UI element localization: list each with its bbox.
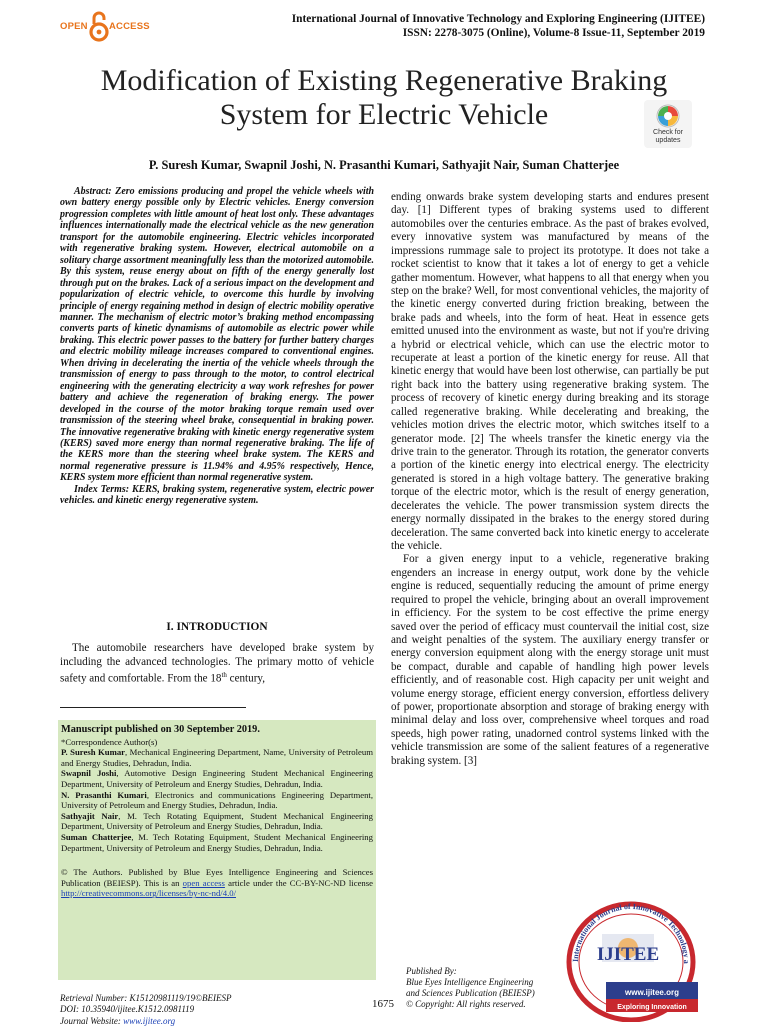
license-statement bbox=[61, 867, 373, 899]
abstract-block bbox=[60, 186, 374, 507]
index-terms: Index Terms: KERS, braking system, regenerative system, electric power vehicles. and kinetic energy regenerative system. bbox=[60, 483, 374, 507]
affiliation-text: , M. Tech Rotating Equipment, Student Mechanical Engineering Department, University of Petroleum and Energy Studies, Dehradun, India. bbox=[61, 810, 373, 832]
paper-title bbox=[40, 64, 728, 132]
affiliation-text: , Electronics and communications Engineering Department, University of Petroleum and Energy Studies, Dehradun, India. bbox=[61, 789, 373, 811]
manuscript-published: Manuscript published on 30 September 2019. bbox=[61, 724, 260, 735]
abstract-text: Abstract: Zero emissions producing and propel the vehicle wheels with own battery energy possible only by Electric vehicles. Energy conversion progression completes with little amount of heat lost only. These advantages influences internationally made the electrical vehicle as the new generation transport for the automobile engineering. Electric vehicles incorporated with regenerative braking system. However, electrical automobile on a solitary charge assortment meaningfully less than the motorized automobile. By this system, reuse energy about on fifth of the energy generally lost through put on the brakes. Lack of a serious impact on the development and popularization of electric vehicle, to overcome this hurdle by involving principle of energy regaining method in design of electric mobility operative manner. The mechanism of electric motor’s braking method encompassing converts parts of kinetic dynamisms of automobile as electric power while braking. This electric power passes to the battery for further battery charges and electric mobility mileage increases compared to conventional engines. When driving in decelerating the inertia of the vehicle wheels through the transmission of energy to pass through to the motor, to control electrical engineering with the generating electricity a way work refreshes for power battery and achieve the regeneration of braking energy. The power developed in the course of the motor braking torque remain used over transmission of the steering wheel brake, consequential in braking power. The innovative regenerative braking with kinetic energy regenerative system (KERS) saved more energy than normal regenerative braking. The life of the KERS more than the steering wheel brake system. The KERS and normal regenerative pressure is 11.94% and 4.95% respectively, Hence, KERS system more efficient than normal regenerative system. bbox=[60, 186, 374, 484]
right-paragraph-2: For a given energy input to a vehicle, regenerative braking engenders an increase in energy output, work done by the vehicle engine is reduced, sequentially reducing the amount of prime energy required to propel the vehicle, bringing about an overall improvement in efficiency. For the system to be cost effective the prime energy saved over the period of efficacy must countervail the initial cost, size and weight penalties of the system. The auxiliary energy transfer or energy conversion equipment along with the energy storage unit must be compact, durable and capable of handling high power levels efficiently, and of reasonable cost. High capacity per unit weight and volume energy storage, efficient energy conversion, effortless delivery of power, proportionate absorption and storage of braking energy with minimal delay and loss over, comprehensive wheel torques and road speeds, high power rating, unadorned control systems linked with the vehicle transmission are some of the salient features of a regenerative braking system. [3] bbox=[391, 553, 709, 767]
open-access-logo bbox=[60, 10, 150, 44]
intro-superscript: th bbox=[221, 671, 227, 680]
open-access-link[interactable]: open access bbox=[182, 877, 225, 888]
affiliation-text: , M. Tech Rotating Equipment, Student Mechanical Engineering Department, University of Petroleum and Energy Studies, Dehradun, India. bbox=[61, 831, 373, 853]
seal-ring-text: International Journal of Innovative Technology a bbox=[570, 901, 692, 964]
affiliation-name: Swapnil Joshi bbox=[61, 768, 117, 779]
page-number: 1675 bbox=[372, 998, 394, 1010]
title-line-1: Modification of Existing Regenerative Braking bbox=[100, 64, 668, 97]
title-line-2: System for Electric Vehicle bbox=[219, 98, 549, 131]
affiliation-name: Sathyajit Nair bbox=[61, 810, 119, 821]
footer-publisher bbox=[406, 966, 566, 1010]
affiliation-name: Suman Chatterjee bbox=[61, 831, 132, 842]
journal-issn: ISSN: 2278-3075 (Online), Volume-8 Issue-11, September 2019 bbox=[402, 27, 705, 39]
intro-tail: century, bbox=[226, 672, 265, 685]
affiliation-item bbox=[61, 832, 373, 853]
ijitee-seal-icon bbox=[556, 892, 706, 1022]
copyright: © Copyright: All rights reserved. bbox=[406, 999, 526, 1009]
website-label: Journal Website: bbox=[60, 1015, 124, 1026]
doi: DOI: 10.35940/ijitee.K1512.0981119 bbox=[60, 1004, 195, 1015]
retrieval-number: Retrieval Number: K15120981119/19©BEIESP bbox=[60, 993, 232, 1003]
check-for-updates-badge[interactable] bbox=[644, 100, 692, 148]
open-access-lock-icon bbox=[89, 10, 109, 44]
affiliation-item bbox=[61, 811, 373, 832]
affiliation-name: N. Prasanthi Kumari bbox=[61, 789, 147, 800]
footnote-divider bbox=[60, 707, 246, 708]
section-heading-introduction: I. INTRODUCTION bbox=[166, 621, 268, 633]
website-link[interactable]: www.ijitee.org bbox=[123, 1015, 176, 1026]
author-list: P. Suresh Kumar, Swapnil Joshi, N. Prasanthi Kumari, Sathyajit Nair, Suman Chatterjee bbox=[148, 158, 620, 172]
manuscript-info-box bbox=[58, 720, 376, 980]
publisher-line-1: Blue Eyes Intelligence Engineering bbox=[406, 977, 534, 987]
ijitee-seal-logo bbox=[556, 892, 706, 1022]
seal-name: IJITEE bbox=[596, 944, 660, 965]
affiliation-item bbox=[61, 790, 373, 811]
check-updates-line1: Check for bbox=[653, 129, 683, 136]
journal-name: International Journal of Innovative Technology and Exploring Engineering (IJITEE) bbox=[291, 13, 705, 25]
intro-text: The automobile researchers have developed brake system by including the advanced technologies. The primary motto of vehicle safety and comfortable. From the 18 bbox=[60, 642, 374, 685]
license-pre: © The Authors. Published by Blue Eyes Intelligence Engineering and Sciences Publication (BEIESP). This is an bbox=[61, 867, 373, 888]
journal-header bbox=[292, 12, 705, 40]
journal-website bbox=[60, 1016, 231, 1027]
introduction-paragraph bbox=[60, 642, 374, 686]
affiliation-name: P. Suresh Kumar bbox=[61, 747, 126, 758]
check-updates-line2: updates bbox=[655, 137, 681, 144]
affiliation-item bbox=[61, 747, 373, 768]
open-access-label-left: OPEN bbox=[60, 21, 88, 32]
affiliation-item bbox=[61, 768, 373, 789]
affiliation-text: , Mechanical Engineering Department, Name, University of Petroleum and Energy Studies, Dehradun, India. bbox=[61, 747, 373, 768]
affiliation-text: , Automotive Design Engineering Student Mechanical Engineering Department, University of Petroleum and Energy Studies, Dehradun, India. bbox=[61, 768, 373, 789]
published-by-label: Published By: bbox=[406, 966, 457, 976]
open-access-label-right: ACCESS bbox=[109, 21, 150, 32]
footer-left bbox=[60, 993, 231, 1027]
seal-tagline: Exploring Innovation bbox=[617, 1004, 687, 1011]
right-column-text bbox=[391, 191, 709, 768]
seal-url: www.ijitee.org bbox=[625, 988, 679, 997]
publisher-line-2: and Sciences Publication (BEIESP) bbox=[406, 988, 535, 998]
license-mid: article under the CC-BY-NC-ND license bbox=[224, 877, 374, 888]
license-url-link[interactable]: http://creativecommons.org/licenses/by-nc-nd/4.0/ bbox=[61, 888, 236, 899]
right-paragraph-1: ending onwards brake system developing starts and endures present day. [1] Different types of braking systems used to different automobiles over the centuries embrace. As the past of brakes evolved, every innovative system was manufactured by means of the impressions rummage sale to project its prototype. It does not take a rocket scientist to know that it takes a lot of energy to get a vehicle gather momentum. However, what happens to all that energy when you step on the brake? Well, for most conventional vehicles, the majority of the kinetic energy converted during friction breaking, between the brake pads and wheels, into the form of heat. Heat in essence gets emitted unused into the environment as waste, but not if you're driving a hybrid or electrical vehicle, which can use the electric motor to recuperate at least a portion of the kinetic energy for reuse. All that kinetic energy that would have been lost otherwise, can partially be put right back into the battery using regenerative braking system. The process of recovery of kinetic energy during breaking and its storage called regenerative braking. While decelerating and breaking, the vehicles motion drives the electric motor, which switches itself to a generator mode. [2] The wheels transfer the kinetic energy via the drive train to the generator. Through its rotation, the generator converts a portion of the kinetic energy into electrical energy. The electricity generated is stored in a high voltage battery. The generative braking torque of the electric motor, which is the result of energy generation, decelerates the vehicle. The power transmission system directs the energy normally dissipated in the brakes to the energy stored during deceleration. The same converted back into kinetic energy to accelerate the vehicle. bbox=[391, 191, 709, 552]
correspondence-label: *Correspondence Author(s) bbox=[61, 736, 158, 747]
